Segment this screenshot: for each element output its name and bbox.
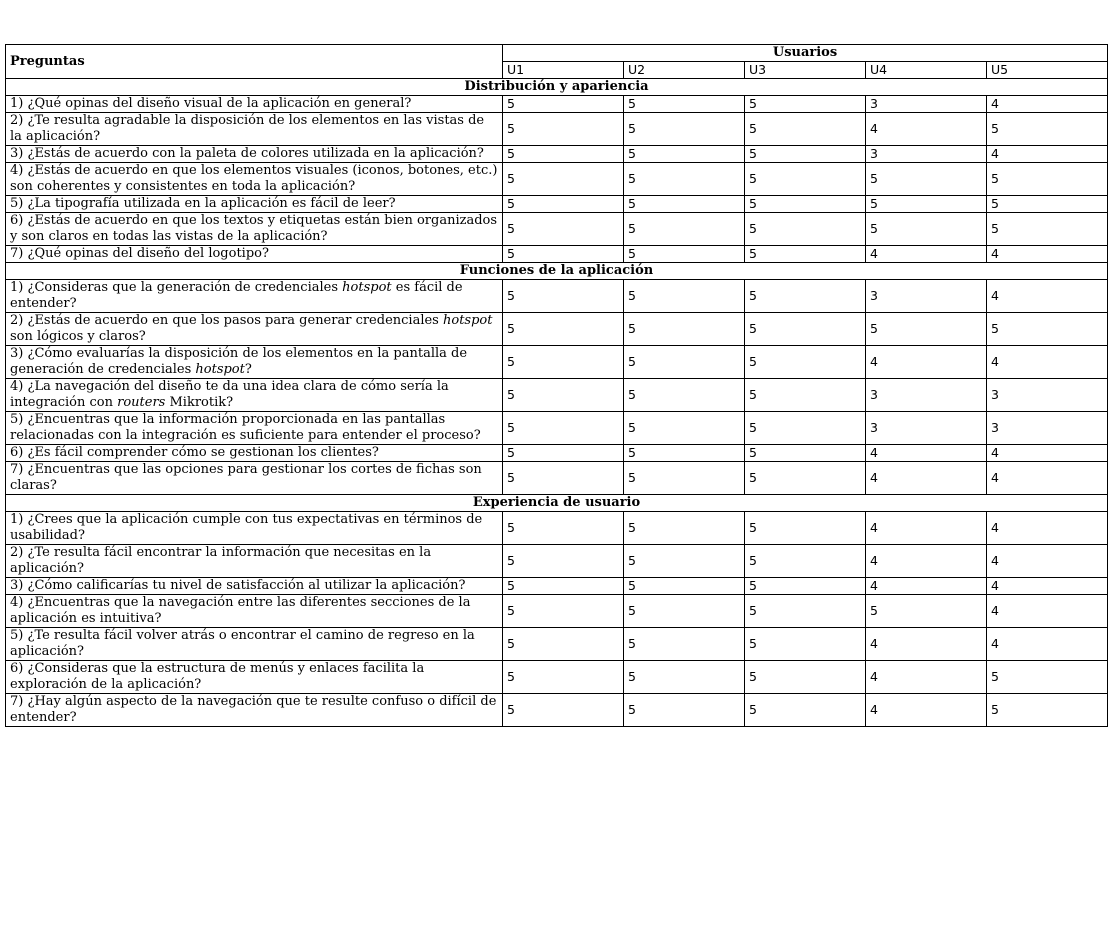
table-row	[6, 313, 1108, 346]
score-cell: 5	[503, 163, 624, 196]
score-cell: 4	[987, 512, 1108, 545]
question-text: 7) ¿Qué opinas del diseño del logotipo?	[10, 246, 269, 261]
score-cell: 5	[745, 96, 866, 113]
score-cell: 4	[987, 628, 1108, 661]
score-cell: 5	[503, 196, 624, 213]
score-cell: 5	[745, 246, 866, 263]
section-row	[6, 495, 1108, 512]
score-cell: 4	[866, 661, 987, 694]
score-cell: 5	[987, 196, 1108, 213]
section-row	[6, 263, 1108, 280]
score-cell: 5	[745, 146, 866, 163]
score-cell: 5	[503, 628, 624, 661]
table-row	[6, 445, 1108, 462]
score-cell: 5	[624, 462, 745, 495]
question-text: 5) ¿Encuentras que la información proporcionada en las pantallas relacionadas con la integración es suficiente para entender el proceso?	[10, 412, 481, 443]
score-cell: 5	[987, 163, 1108, 196]
survey-table	[5, 44, 1108, 727]
question-text: 7) ¿Encuentras que las opciones para gestionar los cortes de fichas son claras?	[10, 462, 482, 493]
question-emphasis: hotspot	[443, 313, 493, 328]
table-row	[6, 379, 1108, 412]
score-cell: 4	[866, 113, 987, 146]
survey-table-body	[6, 79, 1108, 727]
score-cell: 5	[745, 628, 866, 661]
section-title: Distribución y apariencia	[6, 79, 1108, 96]
score-cell: 5	[624, 196, 745, 213]
preguntas-header: Preguntas	[6, 45, 503, 79]
score-cell: 5	[624, 512, 745, 545]
table-row	[6, 163, 1108, 196]
table-row	[6, 96, 1108, 113]
score-cell: 5	[503, 379, 624, 412]
score-cell: 5	[624, 379, 745, 412]
score-cell: 5	[624, 628, 745, 661]
score-cell: 5	[503, 213, 624, 246]
score-cell: 5	[624, 445, 745, 462]
score-cell: 5	[745, 578, 866, 595]
score-cell: 5	[987, 213, 1108, 246]
score-cell: 4	[866, 462, 987, 495]
score-cell: 4	[866, 445, 987, 462]
question-cell	[6, 213, 503, 246]
score-cell: 5	[503, 578, 624, 595]
score-cell: 5	[624, 213, 745, 246]
question-cell	[6, 628, 503, 661]
question-text-end: ?	[244, 362, 252, 377]
score-cell: 5	[624, 578, 745, 595]
score-cell: 5	[503, 595, 624, 628]
score-cell: 5	[745, 512, 866, 545]
score-cell: 5	[503, 545, 624, 578]
score-cell: 4	[987, 545, 1108, 578]
score-cell: 5	[503, 445, 624, 462]
table-row	[6, 694, 1108, 727]
section-title: Funciones de la aplicación	[6, 263, 1108, 280]
question-text: 1) ¿Crees que la aplicación cumple con tus expectativas en términos de usabilidad?	[10, 512, 483, 543]
question-cell	[6, 661, 503, 694]
question-emphasis: hotspot	[195, 362, 245, 377]
score-cell: 5	[745, 379, 866, 412]
question-text: 1) ¿Qué opinas del diseño visual de la aplicación en general?	[10, 96, 412, 111]
usuarios-header: Usuarios	[503, 45, 1108, 62]
score-cell: 4	[987, 578, 1108, 595]
score-cell: 5	[745, 595, 866, 628]
user-col-header: U3	[745, 62, 866, 79]
score-cell: 5	[987, 661, 1108, 694]
score-cell: 5	[624, 246, 745, 263]
score-cell: 5	[503, 246, 624, 263]
question-text-end: son lógicos y claros?	[10, 329, 146, 344]
question-cell	[6, 578, 503, 595]
score-cell: 5	[866, 163, 987, 196]
question-text: 3) ¿Cómo calificarías tu nivel de satisfacción al utilizar la aplicación?	[10, 578, 466, 593]
score-cell: 5	[503, 96, 624, 113]
score-cell: 5	[745, 661, 866, 694]
score-cell: 5	[745, 196, 866, 213]
score-cell: 5	[866, 196, 987, 213]
score-cell: 5	[624, 146, 745, 163]
score-cell: 5	[987, 113, 1108, 146]
score-cell: 5	[745, 213, 866, 246]
question-emphasis: routers	[117, 395, 166, 410]
question-text-end: es fácil de entender?	[10, 280, 463, 311]
table-row	[6, 213, 1108, 246]
score-cell: 5	[503, 146, 624, 163]
score-cell: 5	[866, 213, 987, 246]
score-cell: 5	[745, 280, 866, 313]
score-cell: 3	[987, 379, 1108, 412]
table-row	[6, 545, 1108, 578]
user-col-header: U5	[987, 62, 1108, 79]
score-cell: 5	[745, 545, 866, 578]
score-cell: 5	[866, 313, 987, 346]
table-row	[6, 628, 1108, 661]
question-text: 6) ¿Consideras que la estructura de menús y enlaces facilita la exploración de la aplicación?	[10, 661, 425, 692]
score-cell: 3	[866, 96, 987, 113]
question-cell	[6, 146, 503, 163]
user-col-header: U2	[624, 62, 745, 79]
score-cell: 5	[745, 462, 866, 495]
score-cell: 5	[503, 462, 624, 495]
table-row	[6, 346, 1108, 379]
user-col-header: U1	[503, 62, 624, 79]
score-cell: 5	[503, 313, 624, 346]
question-text: 5) ¿La tipografía utilizada en la aplicación es fácil de leer?	[10, 196, 396, 211]
question-cell	[6, 313, 503, 346]
score-cell: 4	[866, 578, 987, 595]
score-cell: 3	[866, 412, 987, 445]
score-cell: 4	[987, 146, 1108, 163]
score-cell: 4	[866, 346, 987, 379]
score-cell: 5	[987, 694, 1108, 727]
score-cell: 4	[866, 512, 987, 545]
score-cell: 3	[866, 379, 987, 412]
question-cell	[6, 595, 503, 628]
score-cell: 4	[987, 445, 1108, 462]
question-cell	[6, 462, 503, 495]
score-cell: 5	[624, 346, 745, 379]
score-cell: 5	[745, 163, 866, 196]
question-cell	[6, 412, 503, 445]
question-cell	[6, 694, 503, 727]
score-cell: 5	[624, 694, 745, 727]
score-cell: 5	[624, 96, 745, 113]
question-cell	[6, 545, 503, 578]
question-text: 3) ¿Estás de acuerdo con la paleta de colores utilizada en la aplicación?	[10, 146, 484, 161]
question-cell	[6, 96, 503, 113]
question-text: 6) ¿Estás de acuerdo en que los textos y etiquetas están bien organizados y son claros en todas las vistas de la aplicación?	[10, 213, 498, 244]
table-row	[6, 512, 1108, 545]
score-cell: 5	[624, 545, 745, 578]
score-cell: 4	[987, 462, 1108, 495]
score-cell: 3	[866, 280, 987, 313]
question-text: 7) ¿Hay algún aspecto de la navegación que te resulte confuso o difícil de entender?	[10, 694, 497, 725]
score-cell: 5	[503, 694, 624, 727]
table-row	[6, 113, 1108, 146]
score-cell: 4	[987, 595, 1108, 628]
question-cell	[6, 113, 503, 146]
score-cell: 5	[624, 412, 745, 445]
question-cell	[6, 280, 503, 313]
table-row	[6, 578, 1108, 595]
score-cell: 5	[624, 163, 745, 196]
score-cell: 4	[987, 346, 1108, 379]
question-cell	[6, 379, 503, 412]
question-text: 3) ¿Cómo evaluarías la disposición de los elementos en la pantalla de generación de credenciales	[10, 346, 468, 377]
score-cell: 5	[624, 113, 745, 146]
score-cell: 5	[503, 412, 624, 445]
table-row	[6, 146, 1108, 163]
table-row	[6, 280, 1108, 313]
score-cell: 5	[987, 313, 1108, 346]
question-text: 4) ¿La navegación del diseño te da una idea clara de cómo sería la integración con	[10, 379, 449, 410]
table-row	[6, 595, 1108, 628]
score-cell: 5	[745, 412, 866, 445]
question-text: 2) ¿Te resulta fácil encontrar la información que necesitas en la aplicación?	[10, 545, 432, 576]
score-cell: 4	[866, 628, 987, 661]
score-cell: 5	[624, 280, 745, 313]
question-text-end: Mikrotik?	[165, 395, 234, 410]
question-cell	[6, 163, 503, 196]
table-row	[6, 196, 1108, 213]
score-cell: 5	[745, 313, 866, 346]
score-cell: 5	[745, 113, 866, 146]
question-text: 4) ¿Encuentras que la navegación entre las diferentes secciones de la aplicación es intuitiva?	[10, 595, 471, 626]
score-cell: 5	[503, 346, 624, 379]
score-cell: 4	[866, 246, 987, 263]
score-cell: 4	[987, 246, 1108, 263]
score-cell: 5	[866, 595, 987, 628]
score-cell: 5	[624, 661, 745, 694]
question-cell	[6, 346, 503, 379]
question-text: 6) ¿Es fácil comprender cómo se gestionan los clientes?	[10, 445, 379, 460]
table-row	[6, 246, 1108, 263]
section-row	[6, 79, 1108, 96]
table-row	[6, 462, 1108, 495]
score-cell: 4	[866, 694, 987, 727]
score-cell: 5	[503, 113, 624, 146]
question-cell	[6, 512, 503, 545]
score-cell: 5	[624, 595, 745, 628]
score-cell: 5	[745, 445, 866, 462]
score-cell: 4	[866, 545, 987, 578]
score-cell: 4	[987, 96, 1108, 113]
question-text: 4) ¿Estás de acuerdo en que los elementos visuales (iconos, botones, etc.) son coherentes y consistentes en toda la aplicación?	[10, 163, 498, 194]
score-cell: 5	[745, 694, 866, 727]
score-cell: 3	[866, 146, 987, 163]
question-cell	[6, 246, 503, 263]
question-text: 1) ¿Consideras que la generación de credenciales	[10, 280, 343, 295]
user-col-header: U4	[866, 62, 987, 79]
score-cell: 5	[503, 661, 624, 694]
score-cell: 5	[503, 280, 624, 313]
score-cell: 5	[745, 346, 866, 379]
score-cell: 3	[987, 412, 1108, 445]
score-cell: 5	[503, 512, 624, 545]
question-cell	[6, 445, 503, 462]
score-cell: 4	[987, 280, 1108, 313]
table-row	[6, 412, 1108, 445]
question-text: 5) ¿Te resulta fácil volver atrás o encontrar el camino de regreso en la aplicación?	[10, 628, 475, 659]
question-emphasis: hotspot	[342, 280, 392, 295]
question-text: 2) ¿Estás de acuerdo en que los pasos para generar credenciales	[10, 313, 443, 328]
section-title: Experiencia de usuario	[6, 495, 1108, 512]
question-cell	[6, 196, 503, 213]
score-cell: 5	[624, 313, 745, 346]
table-row	[6, 661, 1108, 694]
question-text: 2) ¿Te resulta agradable la disposición de los elementos en las vistas de la aplicación?	[10, 113, 485, 144]
